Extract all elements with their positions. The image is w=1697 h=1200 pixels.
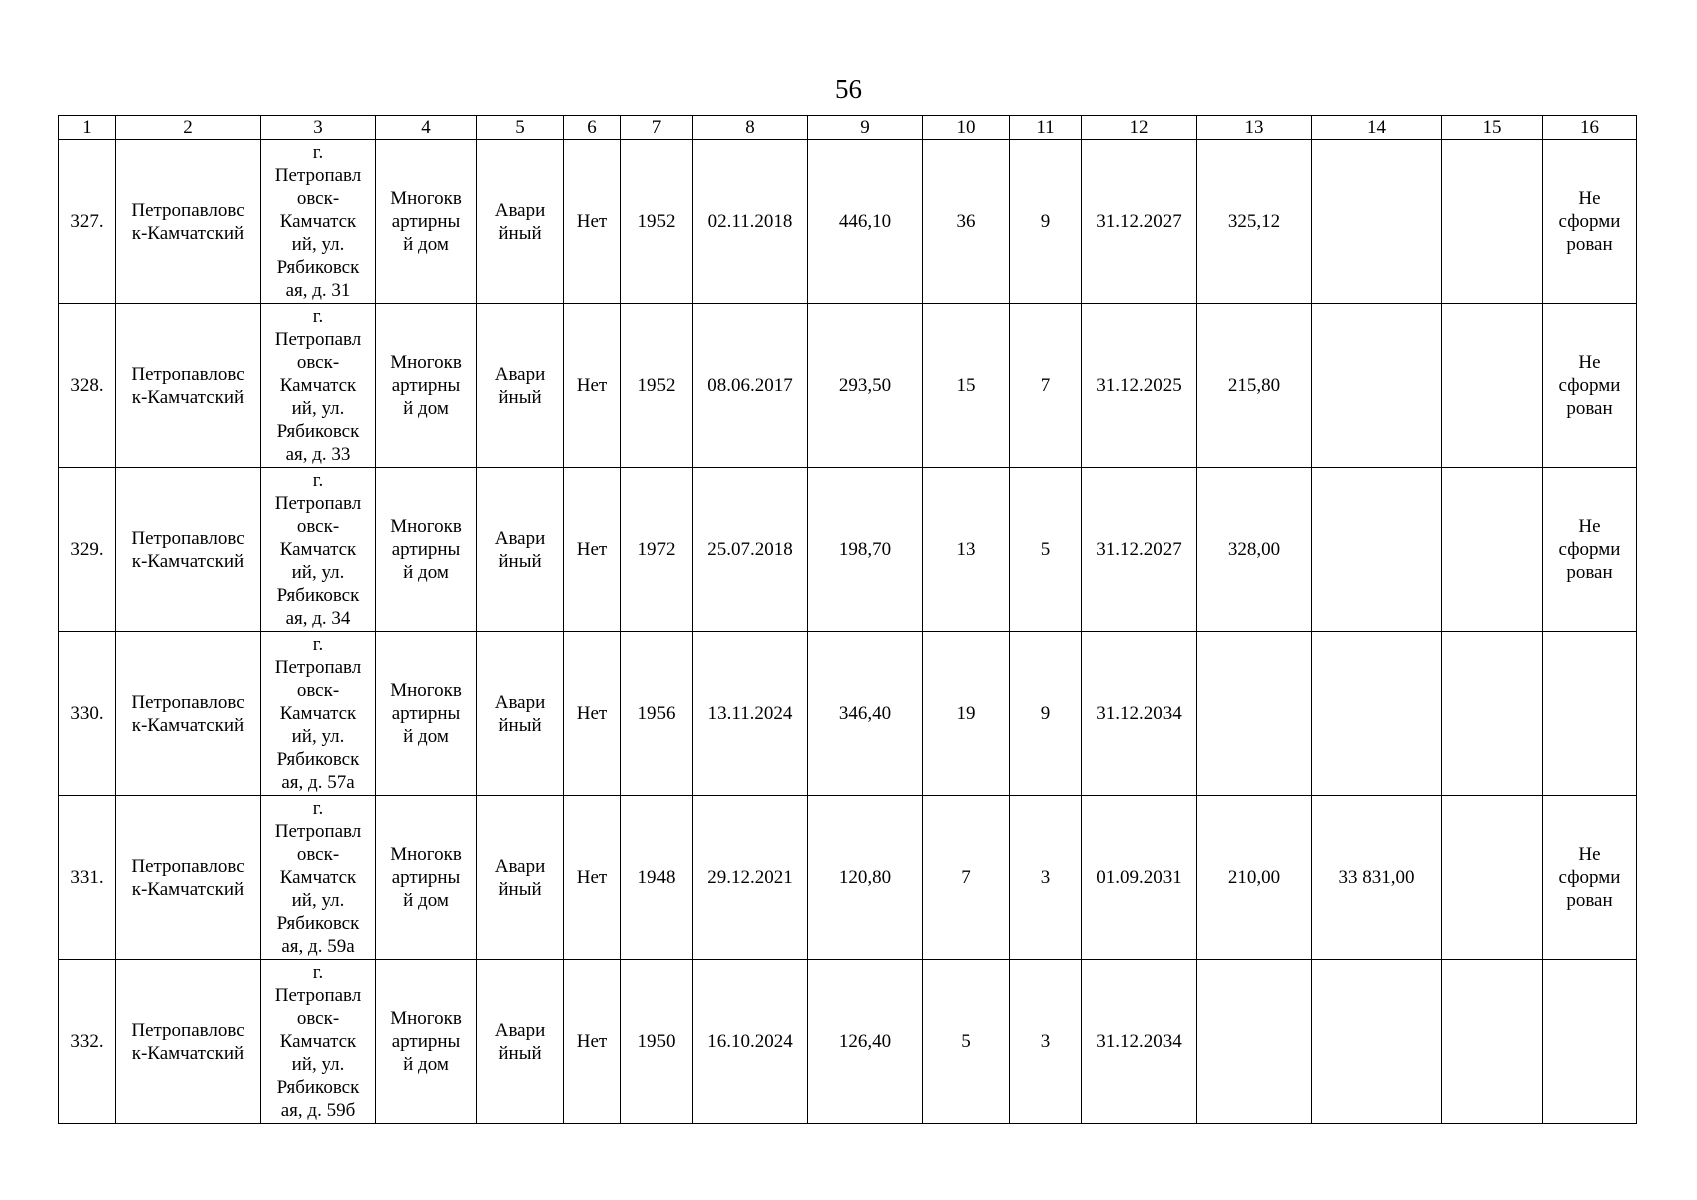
cell-line: Петропавл [274, 493, 362, 514]
table-cell-col-4 [376, 468, 477, 632]
cell-line: Рябиковск [276, 421, 360, 442]
table-cell-col-13: 210,00 [1197, 796, 1312, 960]
cell-line: к-Камчатский [131, 386, 245, 408]
table-cell-col-15 [1442, 632, 1543, 796]
cell-line: Рябиковск [276, 257, 360, 278]
cell-line: Многокв [390, 188, 462, 209]
table-cell-col-4 [376, 304, 477, 468]
cell-line: Петропавл [274, 985, 362, 1006]
cell-line: г. [312, 634, 324, 655]
table-cell-col-10: 36 [923, 140, 1010, 304]
cell-line: овск- [296, 680, 340, 701]
column-header: 5 [477, 116, 564, 140]
cell-line: овск- [296, 844, 340, 865]
cell-line: овск- [296, 352, 340, 373]
cell-line: Камчатск [279, 867, 357, 888]
cell-line: й дом [403, 890, 449, 911]
cell-line: сформи [1558, 211, 1621, 232]
table-cell-col-7: 1952 [621, 304, 693, 468]
cell-line: Петропавловс [131, 691, 245, 713]
cell-line: сформи [1558, 539, 1621, 560]
table-cell-col-2 [116, 304, 261, 468]
table-row [59, 140, 1637, 304]
cell-line: Многокв [390, 516, 462, 537]
table-cell-col-6: Нет [564, 632, 621, 796]
cell-line: ая, д. 31 [285, 280, 351, 301]
table-cell-col-9: 120,80 [808, 796, 923, 960]
table-row [59, 304, 1637, 468]
column-header: 9 [808, 116, 923, 140]
cell-line: Авари [494, 527, 546, 549]
table-cell-col-9: 198,70 [808, 468, 923, 632]
cell-line: йный [498, 714, 542, 736]
table-cell-col-5 [477, 140, 564, 304]
cell-line: Петропавловс [131, 855, 245, 877]
table-cell-col-13: 215,80 [1197, 304, 1312, 468]
column-number-row [59, 116, 1637, 140]
cell-line: Петропавл [274, 657, 362, 678]
cell-line: артирны [391, 539, 461, 560]
table-cell-col-1: 330. [59, 632, 116, 796]
cell-line: Петропавл [274, 329, 362, 350]
table-cell-col-10: 7 [923, 796, 1010, 960]
table-cell-col-4 [376, 140, 477, 304]
cell-line: й дом [403, 726, 449, 747]
table-cell-col-4 [376, 632, 477, 796]
cell-line: к-Камчатский [131, 550, 245, 572]
table-cell-col-8: 08.06.2017 [693, 304, 808, 468]
table-cell-col-11: 9 [1010, 632, 1082, 796]
cell-line: йный [498, 1042, 542, 1064]
column-header: 1 [59, 116, 116, 140]
table-cell-col-8: 13.11.2024 [693, 632, 808, 796]
table-cell-col-11: 3 [1010, 796, 1082, 960]
column-header: 8 [693, 116, 808, 140]
table-cell-col-2 [116, 140, 261, 304]
cell-line: й дом [403, 562, 449, 583]
table-cell-col-15 [1442, 796, 1543, 960]
cell-line: Многокв [390, 680, 462, 701]
table-cell-col-8: 29.12.2021 [693, 796, 808, 960]
table-cell-col-15 [1442, 304, 1543, 468]
table-cell-col-1: 329. [59, 468, 116, 632]
table-cell-col-9: 293,50 [808, 304, 923, 468]
table-cell-col-3 [261, 304, 376, 468]
cell-line: Камчатск [279, 375, 357, 396]
page-number: 56 [835, 74, 862, 104]
table-cell-col-5 [477, 796, 564, 960]
column-header: 10 [923, 116, 1010, 140]
table-cell-col-1: 328. [59, 304, 116, 468]
table-cell-col-12: 31.12.2027 [1082, 140, 1197, 304]
cell-line: артирны [391, 1031, 461, 1052]
table-cell-col-6: Нет [564, 468, 621, 632]
table-cell-col-3 [261, 796, 376, 960]
table-cell-col-6: Нет [564, 960, 621, 1124]
table-cell-col-7: 1950 [621, 960, 693, 1124]
cell-line: Многокв [390, 844, 462, 865]
cell-line: сформи [1558, 867, 1621, 888]
cell-line: ий, ул. [291, 1054, 345, 1075]
cell-line: ая, д. 59а [281, 936, 355, 957]
cell-line: овск- [296, 188, 340, 209]
table-cell-col-11: 5 [1010, 468, 1082, 632]
column-header: 14 [1312, 116, 1442, 140]
cell-line: к-Камчатский [131, 222, 245, 244]
cell-line: г. [312, 962, 324, 983]
cell-line: Петропавловс [131, 199, 245, 221]
table-cell-col-13: 325,12 [1197, 140, 1312, 304]
table-row [59, 632, 1637, 796]
cell-line: ая, д. 59б [280, 1100, 356, 1121]
table-cell-col-13: 328,00 [1197, 468, 1312, 632]
table-cell-col-2 [116, 796, 261, 960]
cell-line: г. [312, 798, 324, 819]
table-cell-col-1: 331. [59, 796, 116, 960]
table-cell-col-10: 5 [923, 960, 1010, 1124]
cell-line: ий, ул. [291, 398, 345, 419]
column-header: 15 [1442, 116, 1543, 140]
cell-line: сформи [1558, 375, 1621, 396]
cell-line: артирны [391, 703, 461, 724]
table-cell-col-6: Нет [564, 304, 621, 468]
table-cell-col-5 [477, 632, 564, 796]
table-cell-col-9: 446,10 [808, 140, 923, 304]
table-cell-col-4 [376, 960, 477, 1124]
cell-line: ая, д. 57а [281, 772, 355, 793]
table-cell-col-16 [1543, 304, 1637, 468]
cell-line: Авари [494, 363, 546, 385]
table-cell-col-6: Нет [564, 140, 621, 304]
column-header: 3 [261, 116, 376, 140]
cell-line: артирны [391, 375, 461, 396]
table-cell-col-7: 1952 [621, 140, 693, 304]
table-cell-col-16 [1543, 140, 1637, 304]
table-cell-col-11: 9 [1010, 140, 1082, 304]
table-cell-col-3 [261, 632, 376, 796]
cell-line: Петропавловс [131, 363, 245, 385]
table-cell-col-16 [1543, 796, 1637, 960]
table-cell-col-7: 1972 [621, 468, 693, 632]
cell-line: ая, д. 34 [285, 608, 351, 629]
table-cell-col-10: 13 [923, 468, 1010, 632]
table-cell-col-11: 3 [1010, 960, 1082, 1124]
table-cell-col-15 [1442, 140, 1543, 304]
cell-line: г. [312, 142, 324, 163]
table-cell-col-9: 126,40 [808, 960, 923, 1124]
cell-line: Рябиковск [276, 1077, 360, 1098]
cell-line: к-Камчатский [131, 1042, 245, 1064]
table-cell-col-8: 16.10.2024 [693, 960, 808, 1124]
cell-line: йный [498, 878, 542, 900]
cell-line: Авари [494, 691, 546, 713]
cell-line: ий, ул. [291, 726, 345, 747]
cell-line: ий, ул. [291, 562, 345, 583]
cell-line: рован [1566, 234, 1613, 255]
table-cell-col-7: 1956 [621, 632, 693, 796]
table-cell-col-16 [1543, 632, 1637, 796]
cell-line: ий, ул. [291, 890, 345, 911]
table-body [59, 140, 1637, 1124]
cell-line: г. [312, 470, 324, 491]
column-header: 11 [1010, 116, 1082, 140]
table-cell-col-14 [1312, 468, 1442, 632]
column-header: 6 [564, 116, 621, 140]
table-cell-col-5 [477, 304, 564, 468]
cell-line: артирны [391, 211, 461, 232]
table-cell-col-5 [477, 468, 564, 632]
table-cell-col-2 [116, 632, 261, 796]
table-cell-col-9: 346,40 [808, 632, 923, 796]
table-cell-col-7: 1948 [621, 796, 693, 960]
table-cell-col-13 [1197, 960, 1312, 1124]
table-cell-col-1: 327. [59, 140, 116, 304]
cell-line: й дом [403, 398, 449, 419]
table-cell-col-15 [1442, 468, 1543, 632]
table-cell-col-14 [1312, 632, 1442, 796]
table-cell-col-13 [1197, 632, 1312, 796]
cell-line: Петропавл [274, 165, 362, 186]
cell-line: рован [1566, 890, 1613, 911]
cell-line: Многокв [390, 1008, 462, 1029]
cell-line: Камчатск [279, 211, 357, 232]
cell-line: Многокв [390, 352, 462, 373]
table-row [59, 796, 1637, 960]
cell-line: Петропавловс [131, 527, 245, 549]
table-cell-col-12: 31.12.2034 [1082, 632, 1197, 796]
cell-line: Камчатск [279, 539, 357, 560]
cell-line: овск- [296, 1008, 340, 1029]
cell-line: Не [1578, 844, 1601, 865]
table-cell-col-14: 33 831,00 [1312, 796, 1442, 960]
cell-line: Петропавловс [131, 1019, 245, 1041]
cell-line: й дом [403, 1054, 449, 1075]
cell-line: Рябиковск [276, 749, 360, 770]
table-cell-col-16 [1543, 468, 1637, 632]
table-cell-col-3 [261, 960, 376, 1124]
table-cell-col-12: 31.12.2025 [1082, 304, 1197, 468]
cell-line: йный [498, 386, 542, 408]
table-cell-col-1: 332. [59, 960, 116, 1124]
cell-line: артирны [391, 867, 461, 888]
cell-line: Камчатск [279, 1031, 357, 1052]
cell-line: Не [1578, 516, 1601, 537]
cell-line: Не [1578, 352, 1601, 373]
table-cell-col-10: 15 [923, 304, 1010, 468]
cell-line: Рябиковск [276, 585, 360, 606]
cell-line: г. [312, 306, 324, 327]
column-header: 13 [1197, 116, 1312, 140]
table-cell-col-3 [261, 468, 376, 632]
table-cell-col-11: 7 [1010, 304, 1082, 468]
cell-line: Рябиковск [276, 913, 360, 934]
cell-line: к-Камчатский [131, 878, 245, 900]
table-cell-col-10: 19 [923, 632, 1010, 796]
cell-line: йный [498, 550, 542, 572]
table-row [59, 468, 1637, 632]
table-cell-col-2 [116, 960, 261, 1124]
cell-line: ий, ул. [291, 234, 345, 255]
cell-line: Не [1578, 188, 1601, 209]
cell-line: Авари [494, 199, 546, 221]
table-cell-col-16 [1543, 960, 1637, 1124]
table-cell-col-8: 02.11.2018 [693, 140, 808, 304]
cell-line: ая, д. 33 [285, 444, 351, 465]
table-cell-col-15 [1442, 960, 1543, 1124]
column-header: 4 [376, 116, 477, 140]
table-cell-col-12: 31.12.2034 [1082, 960, 1197, 1124]
table-cell-col-12: 01.09.2031 [1082, 796, 1197, 960]
table-cell-col-4 [376, 796, 477, 960]
table-cell-col-14 [1312, 140, 1442, 304]
column-header: 12 [1082, 116, 1197, 140]
table-row [59, 960, 1637, 1124]
cell-line: Петропавл [274, 821, 362, 842]
table-cell-col-6: Нет [564, 796, 621, 960]
column-header: 16 [1543, 116, 1637, 140]
housing-registry-table [58, 115, 1637, 1124]
cell-line: овск- [296, 516, 340, 537]
column-header: 7 [621, 116, 693, 140]
cell-line: рован [1566, 562, 1613, 583]
cell-line: Авари [494, 1019, 546, 1041]
cell-line: йный [498, 222, 542, 244]
cell-line: Камчатск [279, 703, 357, 724]
table-cell-col-8: 25.07.2018 [693, 468, 808, 632]
cell-line: к-Камчатский [131, 714, 245, 736]
cell-line: рован [1566, 398, 1613, 419]
table-cell-col-3 [261, 140, 376, 304]
column-header: 2 [116, 116, 261, 140]
table-cell-col-14 [1312, 960, 1442, 1124]
table-cell-col-2 [116, 468, 261, 632]
cell-line: й дом [403, 234, 449, 255]
table-cell-col-12: 31.12.2027 [1082, 468, 1197, 632]
table-cell-col-5 [477, 960, 564, 1124]
table-cell-col-14 [1312, 304, 1442, 468]
cell-line: Авари [494, 855, 546, 877]
